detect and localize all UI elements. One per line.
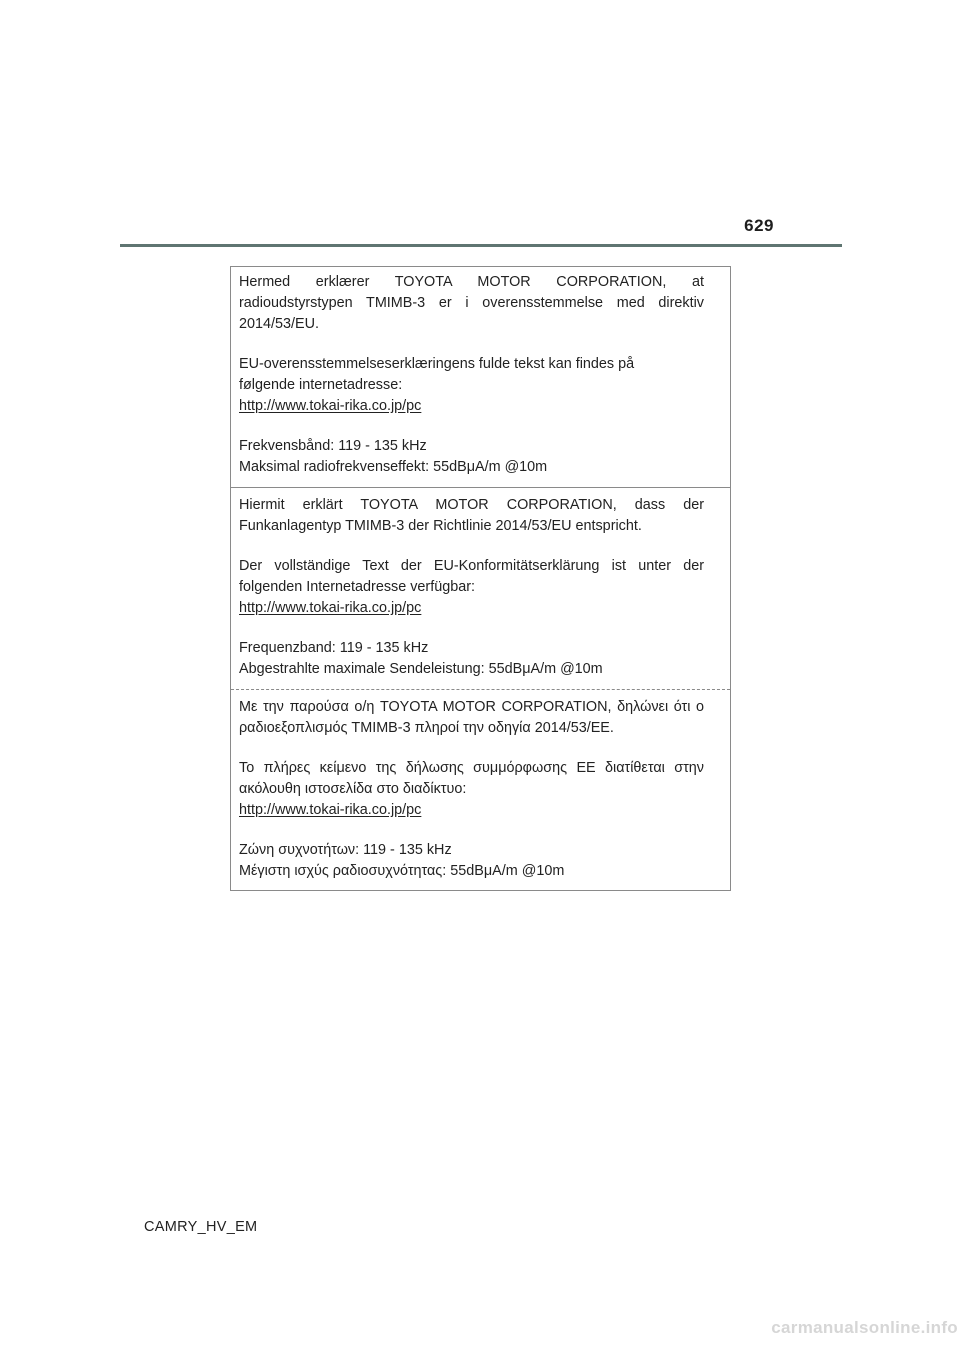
german-url-link[interactable]: http://www.tokai-rika.co.jp/pc: [239, 600, 422, 616]
greek-specs: [239, 840, 704, 882]
declaration-cell-danish: [231, 267, 730, 487]
german-frequency-band: Frequenzband: 119 - 135 kHz: [239, 640, 429, 656]
danish-declaration-text: Hermed erklærer TOYOTA MOTOR CORPORATION, at radioudstyrstypen TMIMB-3 er i overensstemmelse med direktiv 2014/53/EU.: [239, 274, 704, 332]
greek-fulltext-paragraph: [239, 758, 704, 821]
greek-url-link[interactable]: http://www.tokai-rika.co.jp/pc: [239, 802, 422, 818]
danish-url-link[interactable]: http://www.tokai-rika.co.jp/pc: [239, 398, 422, 414]
declaration-table: [230, 266, 731, 891]
german-specs: [239, 638, 704, 680]
danish-fulltext-paragraph: [239, 354, 704, 417]
page-number: 629: [744, 216, 774, 235]
greek-declaration-text: Με την παρούσα ο/η TOYOTA MOTOR CORPORATION, δηλώνει ότι ο ραδιοεξοπλισμός TMIMB-3 πληροί την οδηγία 2014/53/ΕΕ.: [239, 699, 704, 736]
danish-frequency-band: Frekvensbånd: 119 - 135 kHz: [239, 438, 427, 454]
danish-fulltext-line-1: EU-overensstemmelseserklæringens fulde tekst kan findes på: [239, 356, 635, 372]
danish-max-power: Maksimal radiofrekvenseffekt: 55dBμA/m @10m: [239, 459, 548, 475]
german-declaration-text: Hiermit erklärt TOYOTA MOTOR CORPORATION, dass der Funkanlagentyp TMIMB-3 der Richtlinie 2014/53/EU entspricht.: [239, 497, 704, 534]
danish-fulltext-line-2: følgende internetadresse:: [239, 377, 403, 393]
header-rule: [120, 244, 842, 247]
greek-max-power: Μέγιστη ισχύς ραδιοσυχνότητας: 55dBμA/m @10m: [239, 863, 565, 879]
watermark-text: carmanualsonline.info: [771, 1318, 958, 1337]
greek-frequency-band: Ζώνη συχνοτήτων: 119 - 135 kHz: [239, 842, 452, 858]
danish-specs: [239, 436, 704, 478]
german-fulltext-text: Der vollständige Text der EU-Konformitätserklärung ist unter der folgenden Internetadresse verfügbar:: [239, 558, 704, 595]
german-max-power: Abgestrahlte maximale Sendeleistung: 55dBμA/m @10m: [239, 661, 603, 677]
declaration-cell-greek: [231, 689, 730, 890]
footer-model-code: CAMRY_HV_EM: [144, 1219, 258, 1235]
german-fulltext-paragraph: [239, 556, 704, 619]
declaration-cell-german: [231, 487, 730, 689]
greek-fulltext-text: Το πλήρες κείμενο της δήλωσης συμμόρφωσης ΕΕ διατίθεται στην ακόλουθη ιστοσελίδα στο διαδίκτυο:: [239, 760, 704, 797]
